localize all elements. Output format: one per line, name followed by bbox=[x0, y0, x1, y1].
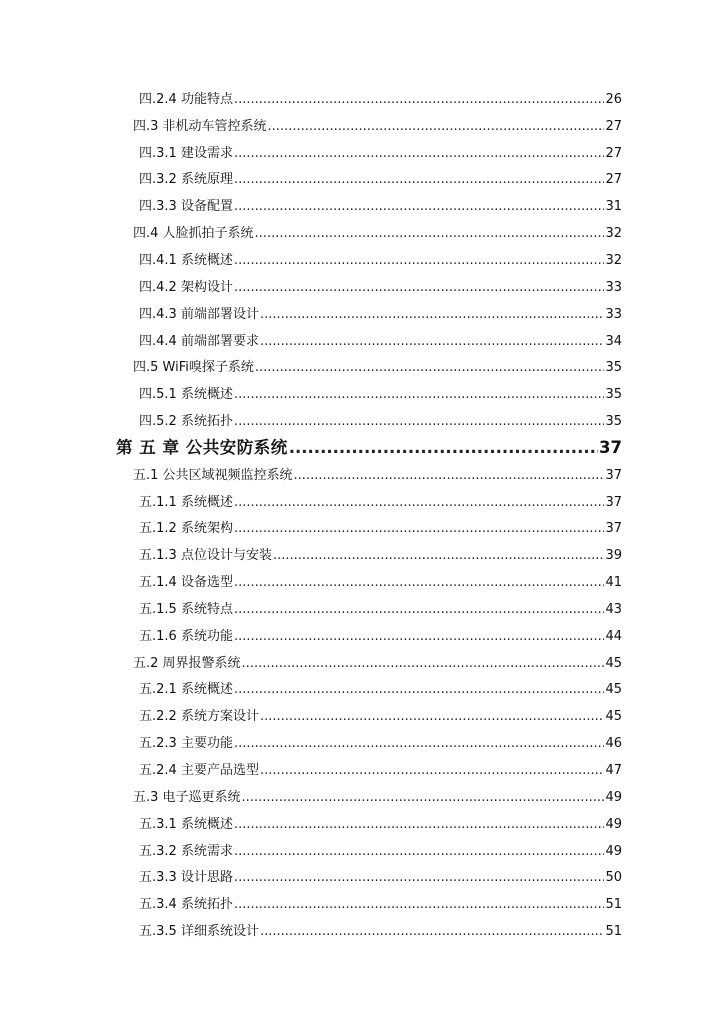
toc-dot-leader bbox=[242, 790, 605, 805]
toc-entry[interactable] bbox=[0, 84, 724, 111]
toc-dot-leader bbox=[234, 199, 605, 214]
toc-entry[interactable] bbox=[0, 567, 724, 594]
toc-entry[interactable] bbox=[0, 299, 724, 326]
toc-entry-title: 四.4.3 前端部署设计 bbox=[139, 306, 259, 322]
toc-entry-page-number: 37 bbox=[605, 521, 622, 537]
toc-dot-leader bbox=[260, 763, 605, 778]
toc-entry-title: 五.1.2 系统架构 bbox=[139, 521, 233, 537]
toc-dot-leader bbox=[234, 682, 605, 697]
toc-entry-line bbox=[0, 115, 622, 134]
toc-dot-leader bbox=[242, 656, 605, 671]
toc-entry-line bbox=[0, 840, 622, 859]
toc-entry-page-number: 49 bbox=[605, 816, 622, 832]
toc-dot-leader bbox=[234, 414, 605, 429]
toc-entry-page-number: 49 bbox=[605, 843, 622, 859]
toc-entry-title: 五.3.2 系统需求 bbox=[139, 843, 233, 859]
toc-entry-title: 四.4.4 前端部署要求 bbox=[139, 333, 259, 349]
toc-entry-page-number: 47 bbox=[605, 763, 622, 779]
toc-entry-page-number: 27 bbox=[605, 172, 622, 188]
toc-dot-leader bbox=[234, 92, 605, 107]
toc-entry-page-number: 44 bbox=[605, 628, 622, 644]
toc-entry-page-number: 33 bbox=[605, 279, 622, 295]
toc-entry-title: 四.3.3 设备配置 bbox=[139, 199, 233, 215]
toc-dot-leader bbox=[273, 548, 605, 563]
toc-dot-leader bbox=[234, 495, 605, 510]
toc-entry[interactable] bbox=[0, 272, 724, 299]
toc-dot-leader bbox=[234, 870, 605, 885]
toc-dot-leader bbox=[234, 897, 605, 912]
toc-entry-line bbox=[0, 571, 622, 590]
toc-entry[interactable] bbox=[0, 621, 724, 648]
toc-entry-line bbox=[0, 732, 622, 751]
toc-entry[interactable] bbox=[0, 809, 724, 836]
toc-entry-page-number: 43 bbox=[605, 601, 622, 617]
toc-entry-title: 五.2.3 主要功能 bbox=[139, 736, 233, 752]
toc-entry-line bbox=[0, 410, 622, 429]
toc-dot-leader bbox=[294, 468, 605, 483]
toc-dot-leader bbox=[234, 844, 605, 859]
toc-dot-leader bbox=[234, 602, 605, 617]
toc-entry-line bbox=[0, 678, 622, 697]
toc-entry[interactable] bbox=[0, 889, 724, 916]
toc-entry-title: 五.1.4 设备选型 bbox=[139, 575, 233, 591]
toc-entry[interactable] bbox=[0, 648, 724, 675]
toc-entry-line bbox=[0, 88, 622, 107]
toc-entry[interactable] bbox=[0, 728, 724, 755]
toc-entry-page-number: 35 bbox=[605, 387, 622, 403]
toc-entry[interactable] bbox=[0, 165, 724, 192]
toc-entry-title: 五.1.6 系统功能 bbox=[139, 628, 233, 644]
toc-dot-leader bbox=[255, 226, 605, 241]
toc-entry-title: 五.2.1 系统概述 bbox=[139, 682, 233, 698]
toc-entry[interactable] bbox=[0, 916, 724, 943]
toc-entry-line bbox=[0, 330, 622, 349]
toc-entry-line bbox=[0, 813, 622, 832]
toc-entry[interactable] bbox=[0, 138, 724, 165]
table-of-contents bbox=[0, 84, 724, 943]
toc-entry-line bbox=[0, 705, 622, 724]
toc-entry[interactable] bbox=[0, 701, 724, 728]
toc-entry-page-number: 33 bbox=[605, 306, 622, 322]
toc-dot-leader bbox=[234, 817, 605, 832]
toc-entry-line bbox=[0, 866, 622, 885]
toc-entry-title: 第 五 章 公共安防系统 bbox=[116, 438, 288, 458]
toc-entry-line bbox=[0, 598, 622, 617]
toc-entry[interactable] bbox=[0, 379, 724, 406]
toc-entry-line bbox=[0, 142, 622, 161]
toc-entry-page-number: 26 bbox=[605, 91, 622, 107]
toc-entry-page-number: 37 bbox=[605, 494, 622, 510]
toc-entry-title: 五.2 周界报警系统 bbox=[133, 655, 241, 671]
toc-dot-leader bbox=[255, 360, 605, 375]
toc-entry[interactable] bbox=[0, 540, 724, 567]
toc-entry-title: 四.4 人脸抓拍子系统 bbox=[133, 226, 254, 242]
toc-entry-title: 五.1.1 系统概述 bbox=[139, 494, 233, 510]
toc-entry-page-number: 34 bbox=[605, 333, 622, 349]
toc-dot-leader bbox=[260, 334, 605, 349]
toc-entry[interactable] bbox=[0, 862, 724, 889]
toc-entry-line bbox=[0, 276, 622, 295]
toc-dot-leader bbox=[260, 709, 605, 724]
toc-entry-page-number: 51 bbox=[605, 924, 622, 940]
toc-entry-line bbox=[0, 303, 622, 322]
toc-dot-leader bbox=[234, 736, 605, 751]
toc-entry[interactable] bbox=[0, 352, 724, 379]
toc-entry-page-number: 37 bbox=[599, 438, 622, 458]
toc-entry-line bbox=[0, 195, 622, 214]
toc-dot-leader bbox=[234, 521, 605, 536]
toc-dot-leader bbox=[234, 280, 605, 295]
toc-entry-title: 五.2.4 主要产品选型 bbox=[139, 763, 259, 779]
toc-dot-leader bbox=[234, 387, 605, 402]
toc-entry[interactable] bbox=[0, 460, 724, 487]
toc-entry[interactable] bbox=[0, 487, 724, 514]
toc-dot-leader bbox=[234, 629, 605, 644]
toc-entry[interactable] bbox=[0, 836, 724, 863]
toc-entry-title: 五.3.3 设计思路 bbox=[139, 870, 233, 886]
toc-entry-line bbox=[0, 544, 622, 563]
toc-entry-title: 四.3 非机动车管控系统 bbox=[133, 118, 267, 134]
toc-entry-title: 五.3 电子巡更系统 bbox=[133, 789, 241, 805]
toc-entry-page-number: 51 bbox=[605, 897, 622, 913]
toc-entry-title: 五.3.1 系统概述 bbox=[139, 816, 233, 832]
toc-entry-title: 四.5.1 系统概述 bbox=[139, 387, 233, 403]
toc-entry-page-number: 46 bbox=[605, 736, 622, 752]
toc-entry-line bbox=[0, 222, 622, 241]
toc-entry-page-number: 32 bbox=[605, 252, 622, 268]
toc-dot-leader bbox=[260, 307, 605, 322]
toc-entry-line bbox=[0, 383, 622, 402]
toc-entry-line bbox=[0, 517, 622, 536]
toc-entry-line bbox=[0, 625, 622, 644]
toc-entry-line bbox=[0, 434, 622, 458]
toc-dot-leader bbox=[260, 924, 605, 939]
toc-entry-title: 四.3.2 系统原理 bbox=[139, 172, 233, 188]
toc-entry[interactable] bbox=[0, 755, 724, 782]
toc-dot-leader bbox=[289, 438, 598, 457]
toc-entry-title: 四.2.4 功能特点 bbox=[139, 91, 233, 107]
toc-entry[interactable] bbox=[0, 245, 724, 272]
toc-entry-page-number: 45 bbox=[605, 655, 622, 671]
toc-entry-page-number: 37 bbox=[605, 467, 622, 483]
toc-entry[interactable] bbox=[0, 406, 724, 433]
toc-entry-page-number: 45 bbox=[605, 682, 622, 698]
toc-entry-page-number: 31 bbox=[605, 199, 622, 215]
toc-dot-leader bbox=[234, 253, 605, 268]
toc-entry-page-number: 49 bbox=[605, 789, 622, 805]
toc-entry-page-number: 39 bbox=[605, 548, 622, 564]
toc-entry-title: 五.3.5 详细系统设计 bbox=[139, 924, 259, 940]
toc-dot-leader bbox=[234, 146, 605, 161]
toc-entry[interactable] bbox=[0, 675, 724, 702]
toc-entry-line bbox=[0, 652, 622, 671]
toc-entry-title: 四.5.2 系统拓扑 bbox=[139, 414, 233, 430]
toc-entry-line bbox=[0, 168, 622, 187]
toc-entry-line bbox=[0, 893, 622, 912]
toc-entry-line bbox=[0, 464, 622, 483]
toc-entry-line bbox=[0, 759, 622, 778]
toc-entry[interactable] bbox=[0, 191, 724, 218]
toc-entry-page-number: 50 bbox=[605, 870, 622, 886]
toc-entry[interactable] bbox=[0, 514, 724, 541]
toc-entry-title: 五.1.5 系统特点 bbox=[139, 601, 233, 617]
toc-entry-line bbox=[0, 249, 622, 268]
toc-entry-line bbox=[0, 356, 622, 375]
toc-entry-title: 四.5 WiFi嗅探子系统 bbox=[133, 360, 254, 376]
toc-entry-page-number: 41 bbox=[605, 575, 622, 591]
toc-entry[interactable] bbox=[0, 433, 724, 460]
toc-entry-title: 五.3.4 系统拓扑 bbox=[139, 897, 233, 913]
toc-entry-line bbox=[0, 491, 622, 510]
toc-entry-page-number: 32 bbox=[605, 226, 622, 242]
toc-entry-title: 四.4.1 系统概述 bbox=[139, 252, 233, 268]
toc-entry[interactable] bbox=[0, 111, 724, 138]
toc-entry-title: 四.3.1 建设需求 bbox=[139, 145, 233, 161]
toc-entry-title: 五.1 公共区域视频监控系统 bbox=[133, 467, 293, 483]
toc-entry-page-number: 27 bbox=[605, 145, 622, 161]
toc-entry-line bbox=[0, 786, 622, 805]
toc-entry-title: 四.4.2 架构设计 bbox=[139, 279, 233, 295]
toc-entry-page-number: 35 bbox=[605, 414, 622, 430]
toc-entry-page-number: 35 bbox=[605, 360, 622, 376]
toc-entry-line bbox=[0, 920, 622, 939]
toc-entry-title: 五.1.3 点位设计与安装 bbox=[139, 548, 272, 564]
toc-entry[interactable] bbox=[0, 594, 724, 621]
toc-entry[interactable] bbox=[0, 218, 724, 245]
toc-entry-page-number: 45 bbox=[605, 709, 622, 725]
toc-dot-leader bbox=[234, 575, 605, 590]
toc-entry-title: 五.2.2 系统方案设计 bbox=[139, 709, 259, 725]
toc-entry[interactable] bbox=[0, 782, 724, 809]
toc-entry-page-number: 27 bbox=[605, 118, 622, 134]
toc-dot-leader bbox=[234, 172, 605, 187]
toc-entry[interactable] bbox=[0, 326, 724, 353]
toc-dot-leader bbox=[268, 119, 605, 134]
